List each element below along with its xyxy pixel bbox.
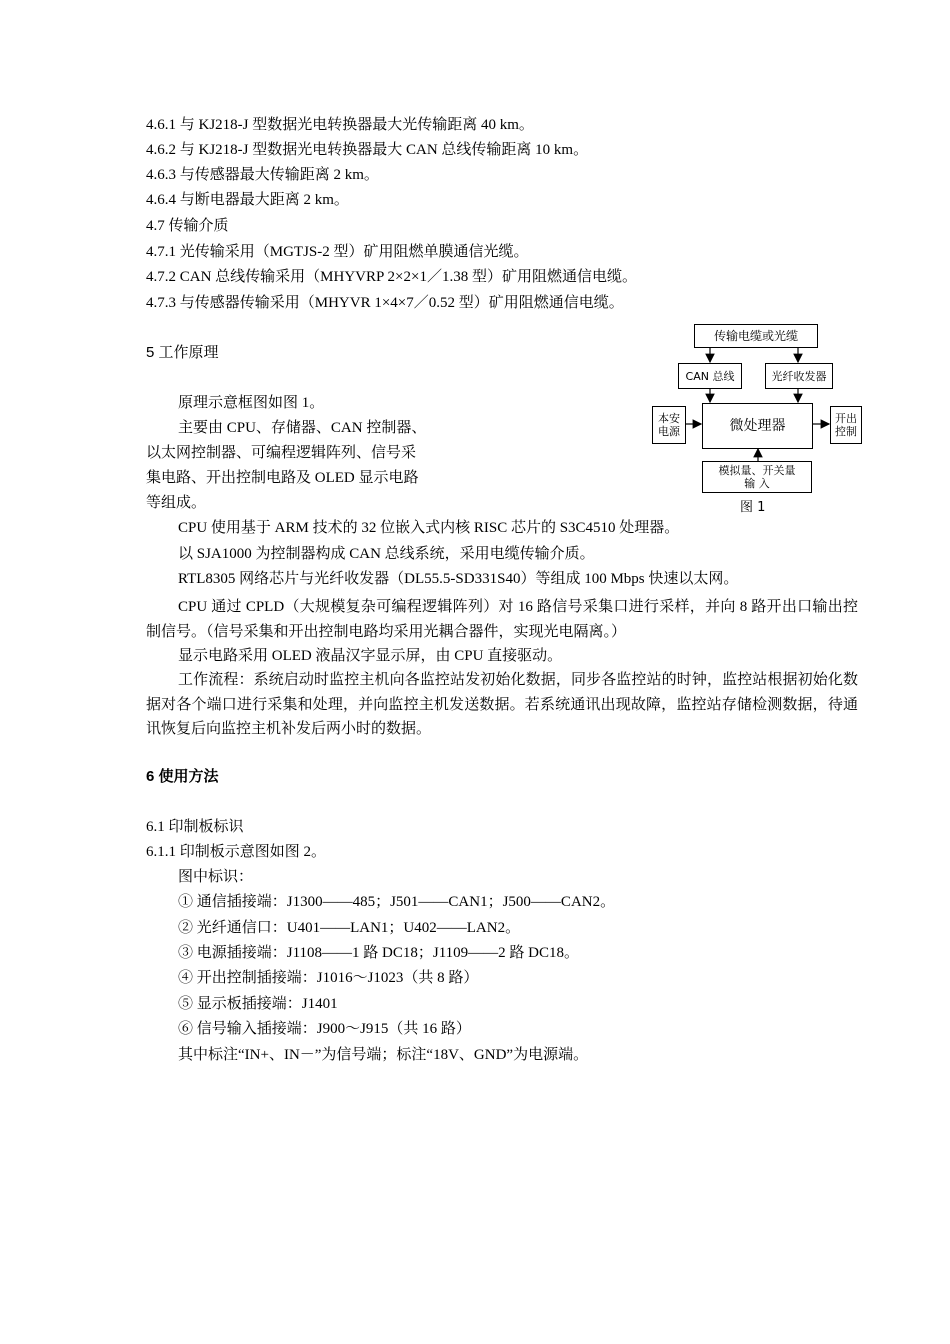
box-output-control <box>830 406 862 444</box>
box-fiber-transceiver <box>765 363 833 389</box>
legend-item-1: ① 通信插接端：J1300——485；J501——CAN1；J500——CAN2。 <box>178 894 616 910</box>
section-5-title: 5 工作原理 <box>146 344 219 361</box>
section-6-1: 6.1 印制板标识 <box>146 819 244 835</box>
box-cable <box>694 324 818 348</box>
box-input-label-1: 模拟量、开关量 <box>718 464 796 477</box>
item-4-6-1: 4.6.1 与 KJ218-J 型数据光电转换器最大光传输距离 40 km。 <box>146 117 534 133</box>
legend-item-3: ③ 电源插接端：J1108——1 路 DC18；J1109——2 路 DC18。 <box>178 945 579 961</box>
para-can: 以 SJA1000 为控制器构成 CAN 总线系统，采用电缆传输介质。 <box>178 546 595 562</box>
section-5-main-line-4: 等组成。 <box>146 495 207 511</box>
box-output-control-label-2: 控制 <box>835 425 857 438</box>
section-6-title: 6 使用方法 <box>146 768 219 785</box>
para-oled: 显示电路采用 OLED 液晶汉字显示屏，由 CPU 直接驱动。 <box>178 648 563 664</box>
para-cpld: CPU 通过 CPLD（大规模复杂可编程逻辑阵列）对 16 路信号采集口进行采样，并向 8 路开出口输出控制信号。（信号采集和开出控制电路均采用光耦合器件，实现光电隔离。） <box>146 599 858 640</box>
section-5-intro: 原理示意框图如图 1。 <box>178 395 325 411</box>
item-4-6-4: 4.6.4 与断电器最大距离 2 km。 <box>146 192 349 208</box>
box-microprocessor <box>702 403 813 449</box>
box-power-label-2: 电源 <box>658 425 680 438</box>
legend-item-6: ⑥ 信号输入插接端：J900～J915（共 16 路） <box>178 1021 471 1037</box>
legend-item-2: ② 光纤通信口：U401——LAN1；U402——LAN2。 <box>178 920 521 936</box>
box-output-control-label-1: 开出 <box>835 412 857 425</box>
legend-note: 其中标注“IN+、IN－”为信号端；标注“18V、GND”为电源端。 <box>178 1047 589 1063</box>
legend-item-4: ④ 开出控制插接端：J1016～J1023（共 8 路） <box>178 970 479 986</box>
figure-1-block-diagram <box>648 318 866 518</box>
section-5-main-line-1: 主要由 CPU、存储器、CAN 控制器、 <box>178 420 427 436</box>
figure-1-caption: 图 1 <box>740 500 766 515</box>
box-power <box>652 406 686 444</box>
item-4-7-2: 4.7.2 CAN 总线传输采用（MHYVRP 2×2×1／1.38 型）矿用阻燃通信电缆。 <box>146 269 637 285</box>
item-4-6-3: 4.6.3 与传感器最大传输距离 2 km。 <box>146 167 379 183</box>
legend-title: 图中标识： <box>178 869 254 885</box>
para-ethernet: RTL8305 网络芯片与光纤收发器（DL55.5-SD331S40）等组成 100 Mbps 快速以太网。 <box>178 571 739 587</box>
section-5-main-line-3: 集电路、开出控制电路及 OLED 显示电路 <box>146 470 419 486</box>
box-can-bus-label: CAN 总线 <box>685 369 735 383</box>
box-microprocessor-label: 微处理器 <box>729 417 786 434</box>
box-analog-switch-input <box>702 461 812 493</box>
section-4-7-title: 4.7 传输介质 <box>146 218 229 234</box>
section-6-1-1: 6.1.1 印制板示意图如图 2。 <box>146 844 327 860</box>
box-fiber-transceiver-label: 光纤收发器 <box>771 369 827 383</box>
box-can-bus <box>678 363 742 389</box>
box-power-label-1: 本安 <box>658 412 680 425</box>
section-5-main-line-2: 以太网控制器、可编程逻辑阵列、信号采 <box>146 445 417 461</box>
item-4-7-3: 4.7.3 与传感器传输采用（MHYVR 1×4×7／0.52 型）矿用阻燃通信电缆。 <box>146 295 624 311</box>
item-4-6-2: 4.6.2 与 KJ218-J 型数据光电转换器最大 CAN 总线传输距离 10 km。 <box>146 142 589 158</box>
legend-item-5: ⑤ 显示板插接端：J1401 <box>178 996 338 1012</box>
item-4-7-1: 4.7.1 光传输采用（MGTJS-2 型）矿用阻燃单膜通信光缆。 <box>146 244 529 260</box>
para-workflow: 工作流程：系统启动时监控主机向各监控站发初始化数据，同步各监控站的时钟，监控站根据初始化数据对各个端口进行采集和处理，并向监控主机发送数据。若系统通讯出现故障，监控站存储检测数据，待通讯恢复后向监控主机补发后两小时的数据。 <box>146 672 858 737</box>
box-cable-label: 传输电缆或光缆 <box>713 328 798 343</box>
para-cpu: CPU 使用基于 ARM 技术的 32 位嵌入式内核 RISC 芯片的 S3C4510 处理器。 <box>178 520 680 536</box>
box-input-label-2: 输 入 <box>744 477 770 490</box>
